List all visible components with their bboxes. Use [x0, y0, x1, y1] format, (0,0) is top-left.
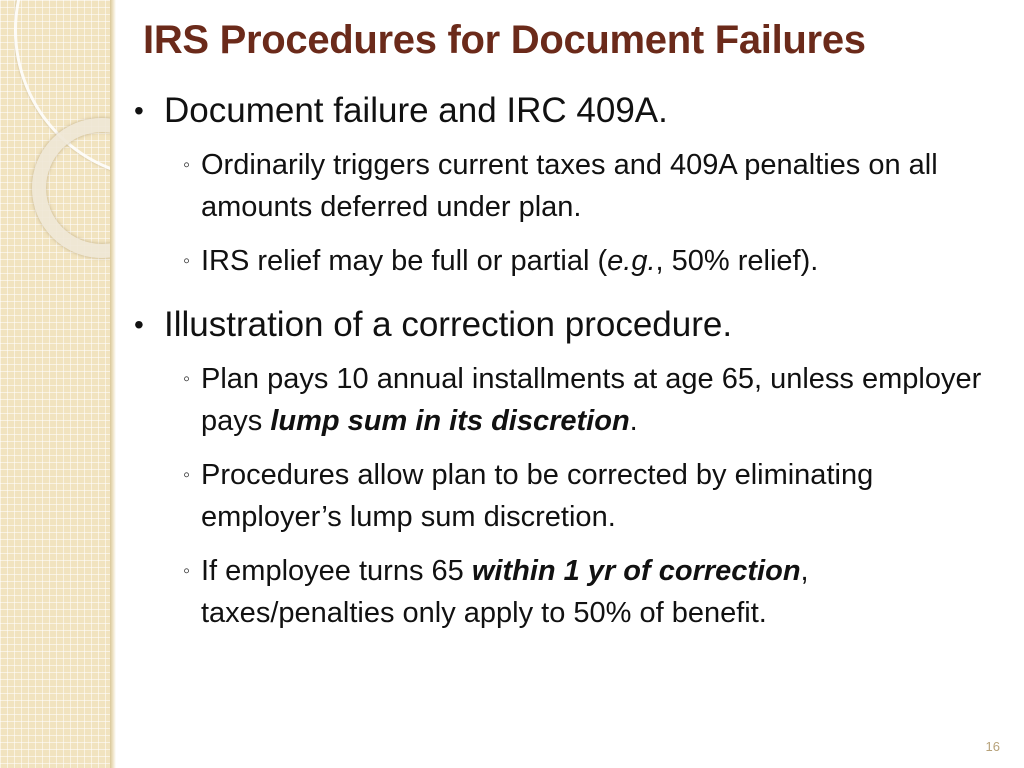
sub-bullet-marker: ◦ — [183, 464, 191, 486]
sub-bullet-marker: ◦ — [183, 560, 191, 582]
bullet-marker: • — [134, 309, 144, 340]
sub-bullet-irs-relief — [130, 240, 1000, 282]
sub-bullet-text-start: IRS relief may be full or partial ( — [201, 245, 608, 277]
sub-bullet-text-end: , taxes/penalties only apply to 50% of benefit. — [201, 555, 809, 629]
sub-bullet-emphasis: within 1 yr of correction — [471, 555, 801, 587]
sub-bullet-marker: ◦ — [183, 368, 191, 390]
side-panel-divider — [110, 0, 116, 768]
sub-bullet-text-start: Plan pays 10 annual installments at age 65, unless employer pays — [201, 363, 982, 437]
sub-bullet-installments — [130, 358, 1000, 442]
sub-bullet-procedures — [130, 454, 1000, 538]
sub-bullet-employee-turns-65 — [130, 550, 1000, 634]
sub-bullet-text-end: , 50% relief). — [655, 245, 819, 277]
sub-bullet-text-end: . — [629, 405, 638, 437]
decorative-rings — [0, 0, 116, 768]
sub-bullet-current-taxes — [130, 144, 1000, 228]
sub-bullet-text: Ordinarily triggers current taxes and 409A penalties on all amounts deferred under plan. — [201, 149, 938, 223]
sub-bullet-marker: ◦ — [183, 154, 191, 176]
slide-title: IRS Procedures for Document Failures — [143, 18, 866, 62]
slide-content — [130, 90, 1000, 646]
sub-bullet-emphasis: e.g. — [607, 245, 656, 277]
sub-bullet-emphasis: lump sum in its discretion — [270, 405, 630, 437]
sub-bullet-text: Procedures allow plan to be corrected by eliminating employer’s lump sum discretion. — [201, 459, 874, 533]
decorative-ring-mid — [32, 118, 116, 258]
bullet-correction-illustration — [130, 304, 1000, 346]
bullet-document-failure — [130, 90, 1000, 132]
sub-bullet-text-start: If employee turns 65 — [201, 555, 472, 587]
sub-bullet-marker: ◦ — [183, 250, 191, 272]
bullet-marker: • — [134, 95, 144, 126]
page-number: 16 — [985, 739, 1000, 754]
bullet-text: Illustration of a correction procedure. — [164, 305, 733, 344]
bullet-text: Document failure and IRC 409A. — [164, 91, 668, 130]
bullet-group-spacer — [130, 294, 1000, 304]
